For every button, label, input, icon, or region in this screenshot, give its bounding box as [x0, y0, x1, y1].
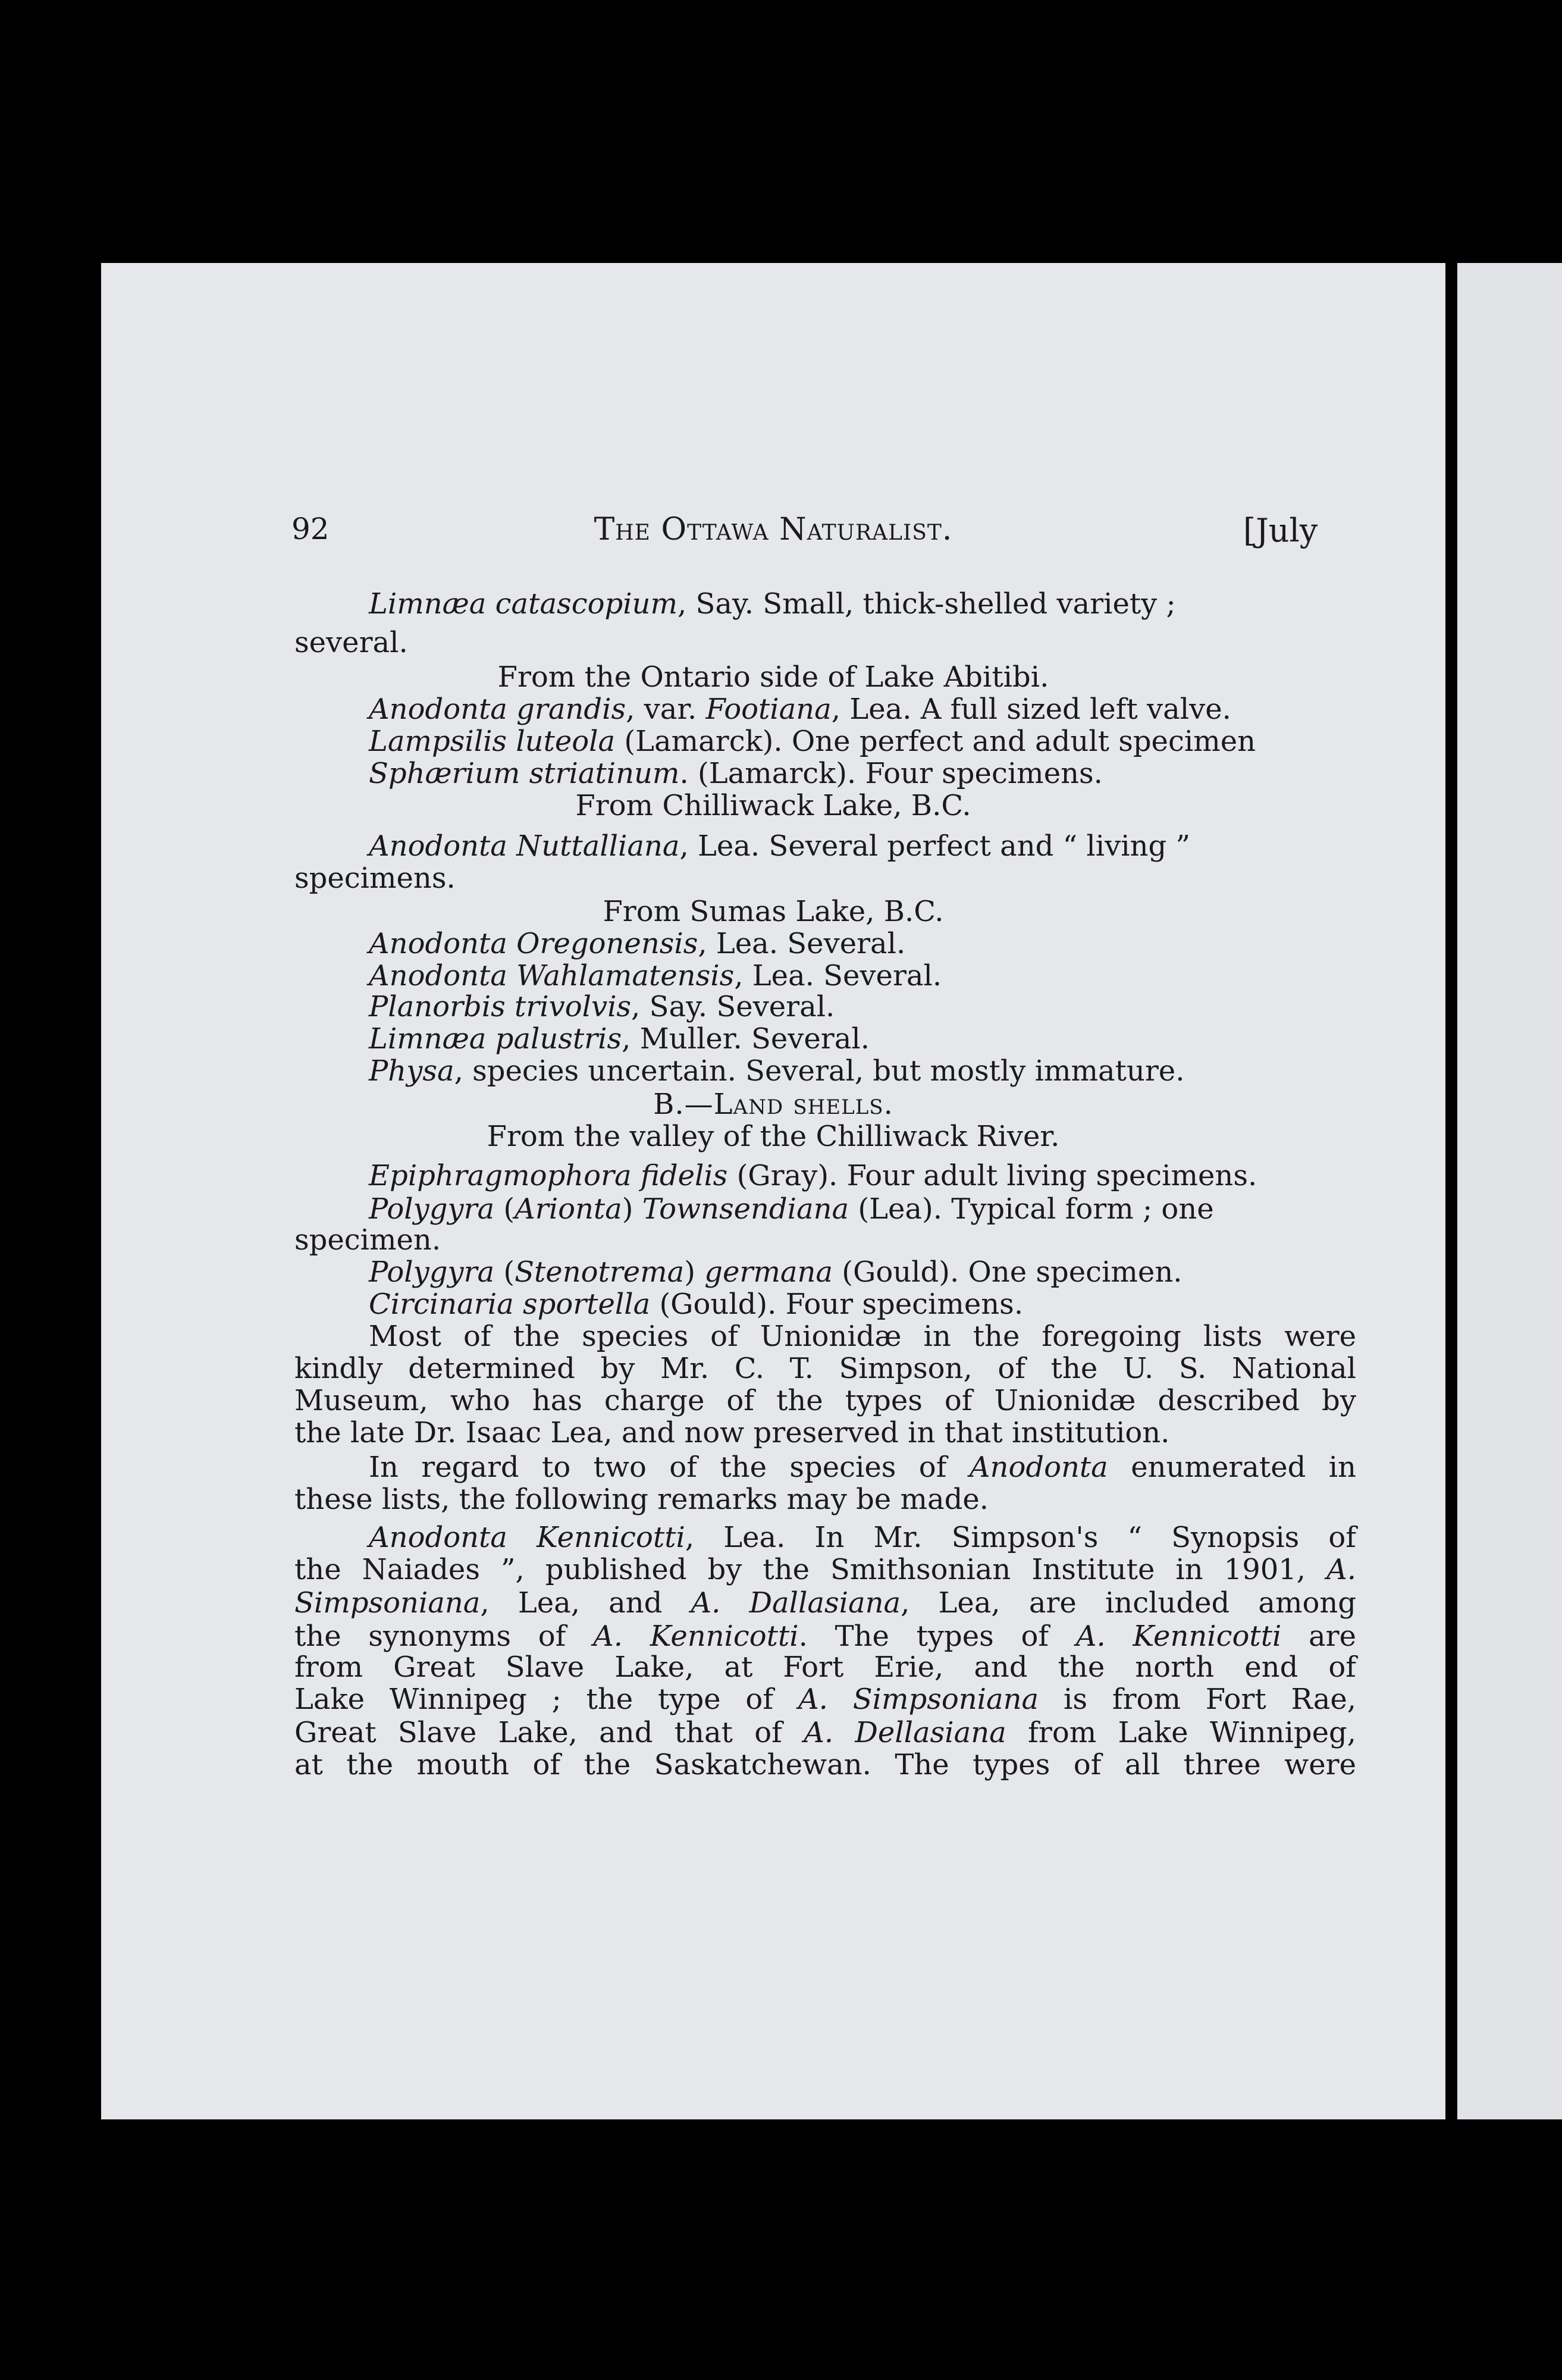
italic-text: Sphærium striatinum: [369, 757, 680, 790]
text-span: Museum, who has charge of the types of Unionidæ described by: [294, 1384, 1356, 1417]
text-line: [294, 1553, 1356, 1586]
text-span: , Lea, and: [480, 1586, 691, 1620]
text-span: Lake Winnipeg ; the type of: [294, 1683, 798, 1716]
text-span: . The types of: [798, 1620, 1076, 1653]
text-span: , Lea. Several.: [698, 927, 906, 960]
text-line: [369, 1255, 1183, 1289]
text-span: the synonyms of: [294, 1620, 594, 1653]
italic-text: Anodonta Kennicotti: [369, 1521, 685, 1554]
text-line: [369, 829, 1190, 863]
italic-text: Footiana: [705, 693, 832, 726]
text-line: [369, 1320, 1356, 1353]
italic-text: Stenotrema: [515, 1255, 685, 1289]
text-span: is from Fort Rae,: [1039, 1683, 1356, 1716]
italic-text: Lampsilis luteola: [369, 725, 616, 758]
text-line: [294, 1352, 1356, 1385]
text-span: , Say. Several.: [631, 990, 835, 1023]
italic-text: Epiphragmophora fidelis: [369, 1159, 728, 1192]
text-span: these lists, the following remarks may be made.: [294, 1483, 989, 1516]
text-line: [369, 1022, 870, 1056]
page: [101, 263, 1445, 2119]
text-span: B.—Land shells.: [653, 1088, 893, 1121]
text-span: , species uncertain. Several, but mostly immature.: [454, 1054, 1185, 1088]
italic-text: Polygyra: [369, 1255, 495, 1289]
text-line: [369, 725, 1256, 758]
text-span: (: [494, 1192, 515, 1226]
text-line: [101, 660, 1445, 694]
italic-text: Physa: [369, 1054, 454, 1088]
text-line: [101, 1088, 1445, 1121]
text-span: , Lea. A full sized left valve.: [831, 693, 1231, 726]
italic-text: A.: [1326, 1553, 1356, 1586]
text-line: [101, 895, 1445, 928]
text-span: . (Lamarck). Four specimens.: [679, 757, 1103, 790]
text-span: Most of the species of Unionidæ in the foregoing lists were: [369, 1320, 1356, 1353]
italic-text: A. Kennicotti: [593, 1620, 799, 1653]
text-span: Great Slave Lake, and that of: [294, 1716, 804, 1749]
text-line: [369, 1521, 1356, 1554]
italic-text: Polygyra: [369, 1192, 495, 1226]
italic-text: Circinaria sportella: [369, 1288, 651, 1321]
text-line: [294, 1416, 1169, 1449]
text-span: , var.: [626, 693, 706, 726]
text-line: [294, 1223, 441, 1257]
italic-text: Anodonta Oregonensis: [369, 927, 698, 960]
text-span: From Chilliwack Lake, B.C.: [575, 789, 971, 822]
text-span: (: [494, 1255, 515, 1289]
text-span: specimens.: [294, 862, 456, 895]
text-line: [294, 1651, 1356, 1684]
text-line: [294, 1748, 1356, 1781]
text-line: [294, 1620, 1356, 1653]
text-line: [369, 927, 905, 960]
text-line: [369, 1054, 1184, 1088]
text-line: [369, 1288, 1023, 1321]
italic-text: Arionta: [515, 1192, 622, 1226]
page-number: 92: [291, 512, 330, 546]
text-line: [294, 1384, 1356, 1417]
journal-title: The Ottawa Naturalist.: [594, 512, 953, 547]
text-span: kindly determined by Mr. C. T. Simpson, of the U. S. National: [294, 1352, 1356, 1385]
text-span: (Lea). Typical form ; one: [849, 1192, 1214, 1226]
text-span: at the mouth of the Saskatchewan. The types of all three were: [294, 1748, 1356, 1781]
text-span: , Lea. Several.: [734, 959, 942, 992]
text-line: [369, 1192, 1214, 1226]
text-line: [369, 1159, 1257, 1192]
italic-text: A. Simpsoniana: [798, 1683, 1039, 1716]
text-span: From the Ontario side of Lake Abitibi.: [497, 660, 1049, 694]
text-span: , Say. Small, thick-shelled variety ;: [677, 587, 1176, 621]
text-span: In regard to two of the species of: [369, 1451, 970, 1484]
text-line: [369, 587, 1176, 621]
text-line: [369, 693, 1231, 726]
text-line: [294, 1716, 1356, 1749]
text-line: [101, 1120, 1445, 1153]
adjacent-page-edge: [1457, 263, 1562, 2119]
text-span: specimen.: [294, 1223, 441, 1257]
text-span: the Naiades ”, published by the Smithsonian Institute in 1901,: [294, 1553, 1327, 1586]
italic-text: A. Dellasiana: [804, 1716, 1006, 1749]
text-span: the late Dr. Isaac Lea, and now preserved in that institution.: [294, 1416, 1170, 1449]
text-span: (Gould). One specimen.: [833, 1255, 1183, 1289]
text-span: , Lea. Several perfect and “ living ”: [679, 829, 1191, 863]
text-line: [369, 959, 942, 992]
text-span: , Lea, are included among: [901, 1586, 1357, 1620]
text-span: From the valley of the Chilliwack River.: [487, 1120, 1060, 1153]
text-span: (Gray). Four adult living specimens.: [727, 1159, 1257, 1192]
text-line: [369, 757, 1103, 790]
italic-text: Planorbis trivolvis: [369, 990, 632, 1023]
text-span: from Lake Winnipeg,: [1006, 1716, 1356, 1749]
italic-text: Anodonta Nuttalliana: [369, 829, 680, 863]
text-line: [294, 1683, 1356, 1716]
italic-text: A. Dallasiana: [691, 1586, 901, 1620]
text-line: [101, 789, 1445, 822]
italic-text: Limnæa palustris: [369, 1022, 622, 1056]
text-span: , Lea. In Mr. Simpson's “ Synopsis of: [685, 1521, 1357, 1554]
italic-text: germana: [704, 1255, 833, 1289]
italic-text: Townsendiana: [642, 1192, 849, 1226]
text-line: [294, 1483, 989, 1516]
italic-text: Simpsoniana: [294, 1586, 481, 1620]
italic-text: Anodonta: [969, 1451, 1108, 1484]
text-span: (Lamarck). One perfect and adult specimen: [615, 725, 1256, 758]
italic-text: A. Kennicotti: [1075, 1620, 1282, 1653]
text-line: [294, 1586, 1356, 1620]
text-span: From Sumas Lake, B.C.: [603, 895, 944, 928]
text-span: from Great Slave Lake, at Fort Erie, and the north end of: [294, 1651, 1356, 1684]
text-span: enumerated in: [1108, 1451, 1356, 1484]
text-line: [369, 990, 835, 1023]
text-line: [294, 626, 408, 659]
text-span: several.: [294, 626, 408, 659]
text-span: ): [684, 1255, 705, 1289]
italic-text: Anodonta grandis: [369, 693, 626, 726]
text-span: are: [1281, 1620, 1357, 1653]
issue-month: [July: [1243, 512, 1318, 549]
text-span: (Gould). Four specimens.: [650, 1288, 1024, 1321]
text-line: [369, 1451, 1356, 1484]
italic-text: Limnæa catascopium: [369, 587, 678, 621]
text-span: ): [622, 1192, 642, 1226]
text-span: , Muller. Several.: [622, 1022, 870, 1056]
text-line: [294, 862, 456, 895]
italic-text: Anodonta Wahlamatensis: [369, 959, 735, 992]
